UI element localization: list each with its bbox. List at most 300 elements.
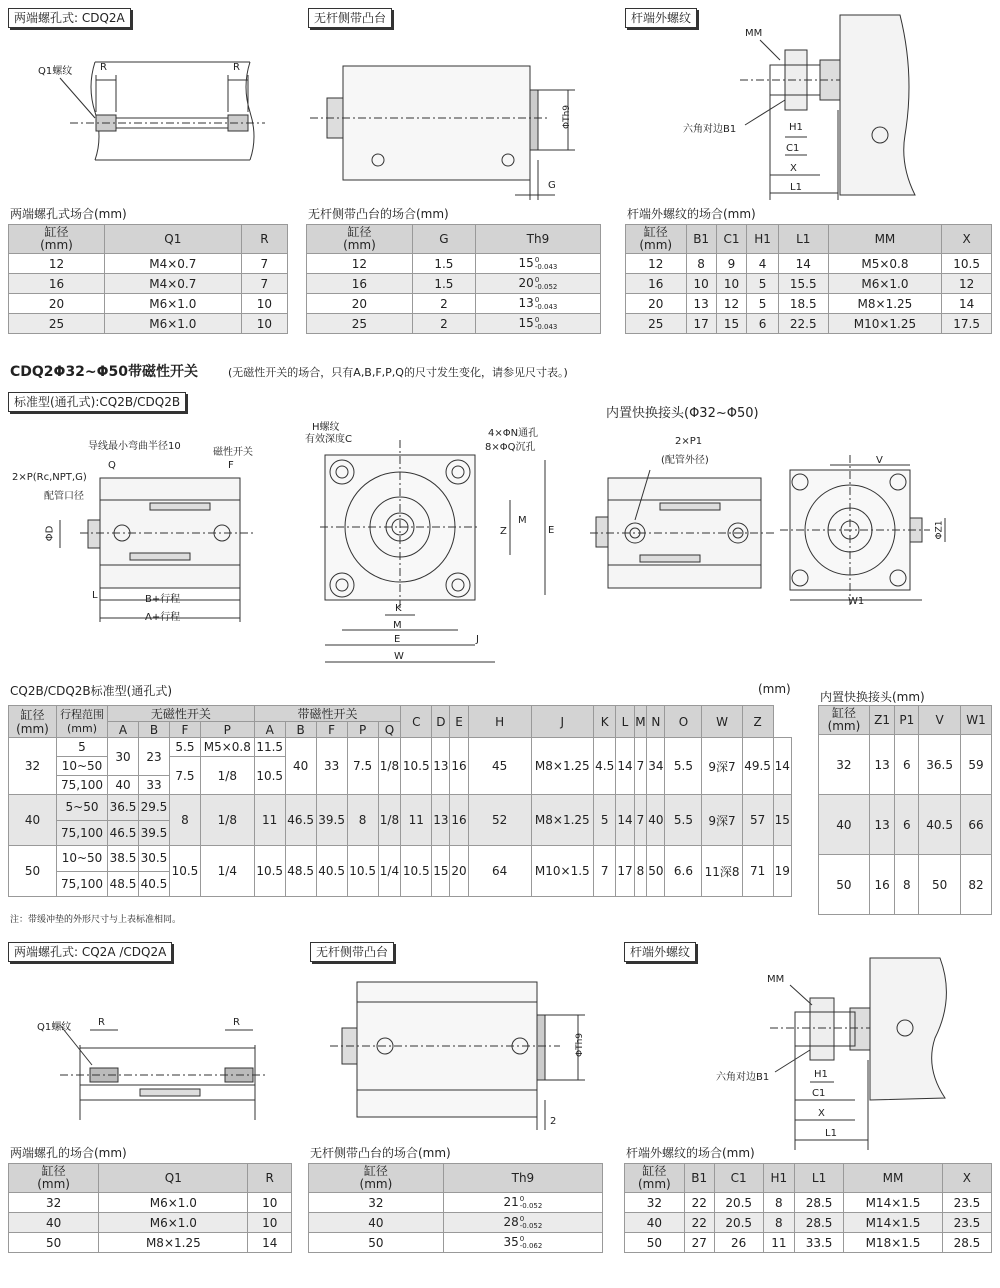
label-l: L <box>92 590 98 601</box>
cell: M6×1.0 <box>828 274 942 294</box>
column-header: B1 <box>686 225 716 254</box>
section-heading: CDQ2Φ32~Φ50带磁性开关 <box>10 364 199 380</box>
th-mag-f: F <box>316 722 347 738</box>
th-o: O <box>665 706 702 738</box>
cell: 10.5 <box>401 846 432 897</box>
th-mag-p: P <box>347 722 378 738</box>
big-table-unit: (mm) <box>758 682 791 696</box>
label-b-c1: C1 <box>812 1088 826 1099</box>
cell: 50 <box>819 855 870 915</box>
th-nomag-p: P <box>200 722 254 738</box>
tolerance-upper: 0 <box>534 295 540 304</box>
tolerance-lower: -0.062 <box>519 1241 543 1250</box>
cell: 4.5 <box>593 738 615 795</box>
cell: 10 <box>248 1193 292 1213</box>
cell: 36.5 <box>108 795 139 821</box>
tag-boss: 无杆侧带凸台 <box>308 8 392 28</box>
cell: 5.5 <box>665 795 702 846</box>
cell: M10×1.5 <box>531 846 593 897</box>
column-header: R <box>241 225 287 254</box>
table-row <box>819 795 992 855</box>
cell: 48.5 <box>285 846 316 897</box>
cell: 12 <box>942 274 992 294</box>
label-a-stroke: A+行程 <box>145 612 181 623</box>
cell: 13 <box>686 294 716 314</box>
tag-standard: 标准型(通孔式):CQ2B/CDQ2B <box>8 392 186 412</box>
cell: 32 <box>819 735 870 795</box>
cell: M14×1.5 <box>844 1193 943 1213</box>
column-header: Th9 <box>443 1164 602 1193</box>
cell: 9深7 <box>702 795 742 846</box>
cell: 7 <box>241 274 287 294</box>
label-v: V <box>876 455 883 466</box>
top-boss-diagram <box>310 66 575 200</box>
label-b-stroke: B+行程 <box>145 594 181 605</box>
cell: 32 <box>625 1193 685 1213</box>
cell: 8 <box>686 254 716 274</box>
section-note: (无磁性开关的场合，只有A,B,F,P,Q的尺寸发生变化，请参见尺寸表。) <box>228 366 568 379</box>
column-header: L1 <box>778 225 828 254</box>
cell: 16 <box>450 795 468 846</box>
tolerance-base: 15 <box>518 256 534 271</box>
cell: 10 <box>686 274 716 294</box>
cell-tolerance <box>443 1233 602 1253</box>
tolerance-upper: 0 <box>519 1214 525 1223</box>
cell: 33.5 <box>795 1233 844 1253</box>
label-p1: 2×P1 <box>675 436 703 447</box>
tolerance-lower: -0.052 <box>534 282 558 291</box>
cell: 11 <box>763 1233 794 1253</box>
cell: 10.5 <box>401 738 432 795</box>
label-hex: 六角对边B1 <box>683 124 737 135</box>
cell-tolerance <box>443 1193 602 1213</box>
cell: 46.5 <box>108 820 139 846</box>
cell: 57 <box>742 795 773 846</box>
label-w1: W1 <box>848 596 865 607</box>
th-d: D <box>432 706 450 738</box>
tolerance-range <box>520 1216 543 1230</box>
th-w: W <box>702 706 742 738</box>
label-h1: H1 <box>789 122 803 133</box>
cell: 64 <box>468 846 531 897</box>
label-nq: 8×ΦQ沉孔 <box>485 442 536 453</box>
th-mag-b: B <box>285 722 316 738</box>
cell: 22.5 <box>778 314 828 334</box>
table-row <box>307 294 601 314</box>
cell: 30.5 <box>138 846 169 872</box>
table-row <box>9 1193 292 1213</box>
cell: M8×1.25 <box>828 294 942 314</box>
cell: 40.5 <box>919 795 961 855</box>
label-b-mm: MM <box>767 974 785 985</box>
column-header: 缸径 (mm) <box>309 1164 444 1193</box>
cell: 50 <box>9 1233 99 1253</box>
column-header: V <box>919 706 961 735</box>
label-x: X <box>790 163 797 174</box>
th-e: E <box>450 706 468 738</box>
table-row <box>819 855 992 915</box>
cell: 11 <box>254 795 285 846</box>
column-header: H1 <box>763 1164 794 1193</box>
tolerance-upper: 0 <box>534 255 540 264</box>
cell: 7 <box>593 846 615 897</box>
cell: 2 <box>412 294 475 314</box>
cell: M6×1.0 <box>99 1193 248 1213</box>
cell: 13 <box>869 735 894 795</box>
label-g: G <box>548 180 556 191</box>
tolerance-range <box>535 277 558 291</box>
cell: 25 <box>9 314 105 334</box>
table-standard-dimensions <box>8 705 792 897</box>
cell-bore: 32 <box>9 738 57 795</box>
cell: 10.5 <box>169 846 200 897</box>
table-row <box>9 274 288 294</box>
cell: 19 <box>773 846 791 897</box>
cell: 12 <box>9 254 105 274</box>
cell: 23 <box>138 738 169 776</box>
label-b-x: X <box>818 1108 825 1119</box>
cell: 5.5 <box>665 738 702 795</box>
th-k: K <box>593 706 615 738</box>
cell: 17 <box>686 314 716 334</box>
tolerance-range <box>535 297 558 311</box>
cell: 25 <box>626 314 687 334</box>
label-q: Q <box>108 460 116 471</box>
cell: 11.5 <box>254 738 285 757</box>
cell: 14 <box>942 294 992 314</box>
cell: 34 <box>647 738 665 795</box>
label-e: E <box>394 634 401 645</box>
cell: 7 <box>634 738 647 795</box>
table-bottom-threaded <box>8 1163 292 1253</box>
cell: 1.5 <box>412 254 475 274</box>
label-k: K <box>395 603 402 614</box>
cell: 16 <box>9 274 105 294</box>
tolerance-upper: 0 <box>534 275 540 284</box>
label-port: 2×P(Rc,NPT,G) <box>12 472 87 483</box>
tolerance-upper: 0 <box>519 1234 525 1243</box>
tag-bottom-rod: 杆端外螺纹 <box>624 942 696 962</box>
column-header: 缸径 (mm) <box>625 1164 685 1193</box>
label-b-r-left: R <box>98 1017 105 1028</box>
cell: 9 <box>716 254 747 274</box>
cell: 28.5 <box>795 1213 844 1233</box>
big-table-caption: CQ2B/CDQ2B标准型(通孔式) <box>10 684 173 698</box>
cell: 29.5 <box>138 795 169 821</box>
label-q1: Q1螺纹 <box>38 66 73 77</box>
table-row <box>309 1193 603 1213</box>
cell: 8 <box>763 1193 794 1213</box>
cell: 32 <box>9 1193 99 1213</box>
column-header: MM <box>828 225 942 254</box>
table-row <box>307 314 601 334</box>
cell: 1/8 <box>378 795 401 846</box>
cell: 1.5 <box>412 274 475 294</box>
cell: 8 <box>169 795 200 846</box>
cell: 1/4 <box>378 846 401 897</box>
cell: 1/8 <box>378 738 401 795</box>
table-top-rod <box>625 224 992 334</box>
cell: 12 <box>307 254 413 274</box>
tolerance-base: 15 <box>518 316 534 331</box>
cell: 25 <box>307 314 413 334</box>
label-d: ΦD <box>44 525 56 542</box>
th-nomag: 无磁性开关 <box>108 706 255 722</box>
cell: 6 <box>747 314 779 334</box>
th-mag-q: Q <box>378 722 401 738</box>
label-switch: 磁性开关 <box>213 447 253 458</box>
cell: M8×1.25 <box>99 1233 248 1253</box>
tolerance-range <box>535 257 558 271</box>
column-header: C1 <box>714 1164 763 1193</box>
tolerance-base: 21 <box>503 1195 519 1210</box>
label-b-h1: H1 <box>814 1069 828 1080</box>
cell: 7.5 <box>347 738 378 795</box>
cell: M18×1.5 <box>844 1233 943 1253</box>
cell: 8 <box>634 846 647 897</box>
cell-range: 5 <box>57 738 108 757</box>
cell: 15 <box>432 846 450 897</box>
column-header: X <box>942 225 992 254</box>
th-mag: 带磁性开关 <box>254 706 401 722</box>
tolerance-base: 35 <box>503 1235 519 1250</box>
cell: 11深8 <box>702 846 742 897</box>
cell: 18.5 <box>778 294 828 314</box>
cell: M6×1.0 <box>104 294 241 314</box>
cell: 10.5 <box>254 846 285 897</box>
cell: M8×1.25 <box>531 795 593 846</box>
table-row <box>626 294 992 314</box>
cell: 28.5 <box>795 1193 844 1213</box>
table-row <box>625 1233 992 1253</box>
tolerance-base: 28 <box>503 1215 519 1230</box>
cell: 16 <box>626 274 687 294</box>
cell: 26 <box>714 1233 763 1253</box>
cell: 10 <box>241 294 287 314</box>
cell: 40.5 <box>138 871 169 897</box>
cell: 5 <box>747 274 779 294</box>
quick-front-view <box>780 455 945 605</box>
cell: 17.5 <box>942 314 992 334</box>
table-row <box>819 735 992 795</box>
cell: 39.5 <box>138 820 169 846</box>
cell-tolerance <box>475 294 600 314</box>
cell: 5 <box>747 294 779 314</box>
label-w: W <box>394 651 404 662</box>
cell: 45 <box>468 738 531 795</box>
cell: 1/8 <box>200 795 254 846</box>
th-nomag-f: F <box>169 722 200 738</box>
label-b-hex: 六角对边B1 <box>716 1072 770 1083</box>
table-row <box>9 294 288 314</box>
cell: 22 <box>684 1193 714 1213</box>
tolerance-lower: -0.043 <box>534 262 558 271</box>
cell: 40 <box>108 776 139 795</box>
cell: 10.5 <box>347 846 378 897</box>
cell: 12 <box>716 294 747 314</box>
column-header: 缸径 (mm) <box>819 706 870 735</box>
th-h: H <box>468 706 531 738</box>
label-port2: 配管口径 <box>44 491 84 502</box>
cell: 14 <box>248 1233 292 1253</box>
cell: 32 <box>309 1193 444 1213</box>
th-mag-a: A <box>254 722 285 738</box>
column-header: 缸径 (mm) <box>307 225 413 254</box>
label-n: 4×ΦN通孔 <box>488 428 539 439</box>
cell: 14 <box>773 738 791 795</box>
label-b-l1: L1 <box>825 1128 837 1139</box>
table-row <box>9 846 792 872</box>
th-j: J <box>531 706 593 738</box>
tolerance-range <box>520 1236 543 1250</box>
table-row <box>626 254 992 274</box>
cell: 10 <box>248 1213 292 1233</box>
cell: 48.5 <box>108 871 139 897</box>
cell: 40 <box>285 738 316 795</box>
cell: 4 <box>747 254 779 274</box>
cell-bore: 40 <box>9 795 57 846</box>
label-f: F <box>228 460 234 471</box>
tolerance-lower: -0.043 <box>534 302 558 311</box>
caption-bottom-t1: 两端螺孔的场合(mm) <box>10 1146 127 1160</box>
cell: 9深7 <box>702 738 742 795</box>
th-nomag-b: B <box>138 722 169 738</box>
column-header: X <box>942 1164 991 1193</box>
cell: 15.5 <box>778 274 828 294</box>
column-header: 缸径 (mm) <box>626 225 687 254</box>
cell: 40.5 <box>316 846 347 897</box>
label-b-two: 2 <box>550 1116 557 1127</box>
cell: 10.5 <box>942 254 992 274</box>
cell: 33 <box>316 738 347 795</box>
th-bore: 缸径 (mm) <box>9 706 57 738</box>
cell: 66 <box>961 795 992 855</box>
table-row <box>307 274 601 294</box>
cell: 20 <box>307 294 413 314</box>
table-quick-connect <box>818 705 992 915</box>
cell: 49.5 <box>742 738 773 795</box>
label-b-q1: Q1螺纹 <box>37 1022 72 1033</box>
cell: 10.5 <box>254 757 285 795</box>
cell: 40 <box>9 1213 99 1233</box>
cell: 14 <box>616 738 634 795</box>
cell: 5 <box>593 795 615 846</box>
cell-range: 75,100 <box>57 820 108 846</box>
table-row <box>9 795 792 821</box>
th-c: C <box>401 706 432 738</box>
caption-top-t1: 两端螺孔式场合(mm) <box>10 207 127 221</box>
cell: 11 <box>401 795 432 846</box>
cell: 50 <box>647 846 665 897</box>
cell: 1/8 <box>200 757 254 795</box>
cell: 50 <box>919 855 961 915</box>
th-n: N <box>647 706 665 738</box>
quick-title: 内置快换接头(Φ32~Φ50) <box>606 406 759 421</box>
table-row <box>9 1213 292 1233</box>
footnote: 注：带缓冲垫的外形尺寸与上表标准相同。 <box>10 915 182 925</box>
cell: 2 <box>412 314 475 334</box>
label-h: H螺纹 <box>312 422 340 433</box>
label-z: Z <box>500 526 507 537</box>
cell-range: 10~50 <box>57 846 108 872</box>
cell: 23.5 <box>942 1213 991 1233</box>
label-c1: C1 <box>786 143 800 154</box>
cell: M14×1.5 <box>844 1213 943 1233</box>
cell-range: 75,100 <box>57 871 108 897</box>
column-header: H1 <box>747 225 779 254</box>
cell-tolerance <box>475 274 600 294</box>
tag-bottom-boss: 无杆侧带凸台 <box>310 942 394 962</box>
column-header: L1 <box>795 1164 844 1193</box>
column-header: C1 <box>716 225 747 254</box>
table-row <box>9 1233 292 1253</box>
cell: 13 <box>432 795 450 846</box>
cell: 27 <box>684 1233 714 1253</box>
cell: 7 <box>634 795 647 846</box>
cell: 5.5 <box>169 738 200 757</box>
cell: 20 <box>450 846 468 897</box>
cell: 15 <box>716 314 747 334</box>
cell: 7.5 <box>169 757 200 795</box>
th-range: 行程范围 (mm) <box>57 706 108 738</box>
tolerance-lower: -0.052 <box>519 1221 543 1230</box>
column-header: B1 <box>684 1164 714 1193</box>
cell: M10×1.25 <box>828 314 942 334</box>
cell: 39.5 <box>316 795 347 846</box>
cell: 16 <box>307 274 413 294</box>
cell: 8 <box>895 855 919 915</box>
cell: 50 <box>309 1233 444 1253</box>
label-l1: L1 <box>790 182 802 193</box>
table-row <box>307 254 601 274</box>
label-j: J <box>476 634 479 645</box>
cell: 40 <box>819 795 870 855</box>
cell: 28.5 <box>942 1233 991 1253</box>
cell: 36.5 <box>919 735 961 795</box>
label-e-side: E <box>548 525 555 536</box>
table-row <box>625 1213 992 1233</box>
tolerance-range <box>520 1196 543 1210</box>
column-header: Z1 <box>869 706 894 735</box>
bottom-threaded-end-diagram <box>60 1025 268 1120</box>
cell-tolerance <box>475 314 600 334</box>
cell: 6 <box>895 735 919 795</box>
cell: 14 <box>778 254 828 274</box>
table-row <box>309 1233 603 1253</box>
cell: 38.5 <box>108 846 139 872</box>
table-top-threaded <box>8 224 288 334</box>
cell: M6×1.0 <box>104 314 241 334</box>
column-header: Q1 <box>99 1164 248 1193</box>
cell: 10 <box>241 314 287 334</box>
th-z: Z <box>742 706 773 738</box>
tolerance-upper: 0 <box>519 1194 525 1203</box>
quick-side-view <box>590 470 775 588</box>
cell: M5×0.8 <box>200 738 254 757</box>
caption-top-t2: 无杆侧带凸台的场合(mm) <box>308 207 449 221</box>
cell: 30 <box>108 738 139 776</box>
table-row <box>9 738 792 757</box>
cell: 20 <box>626 294 687 314</box>
cell: 50 <box>625 1233 685 1253</box>
cell: 13 <box>432 738 450 795</box>
cell: 1/4 <box>200 846 254 897</box>
cell-tolerance <box>475 254 600 274</box>
caption-top-t3: 杆端外螺纹的场合(mm) <box>627 207 756 221</box>
cell: 40 <box>647 795 665 846</box>
tolerance-base: 20 <box>518 276 534 291</box>
cell: 6.6 <box>665 846 702 897</box>
